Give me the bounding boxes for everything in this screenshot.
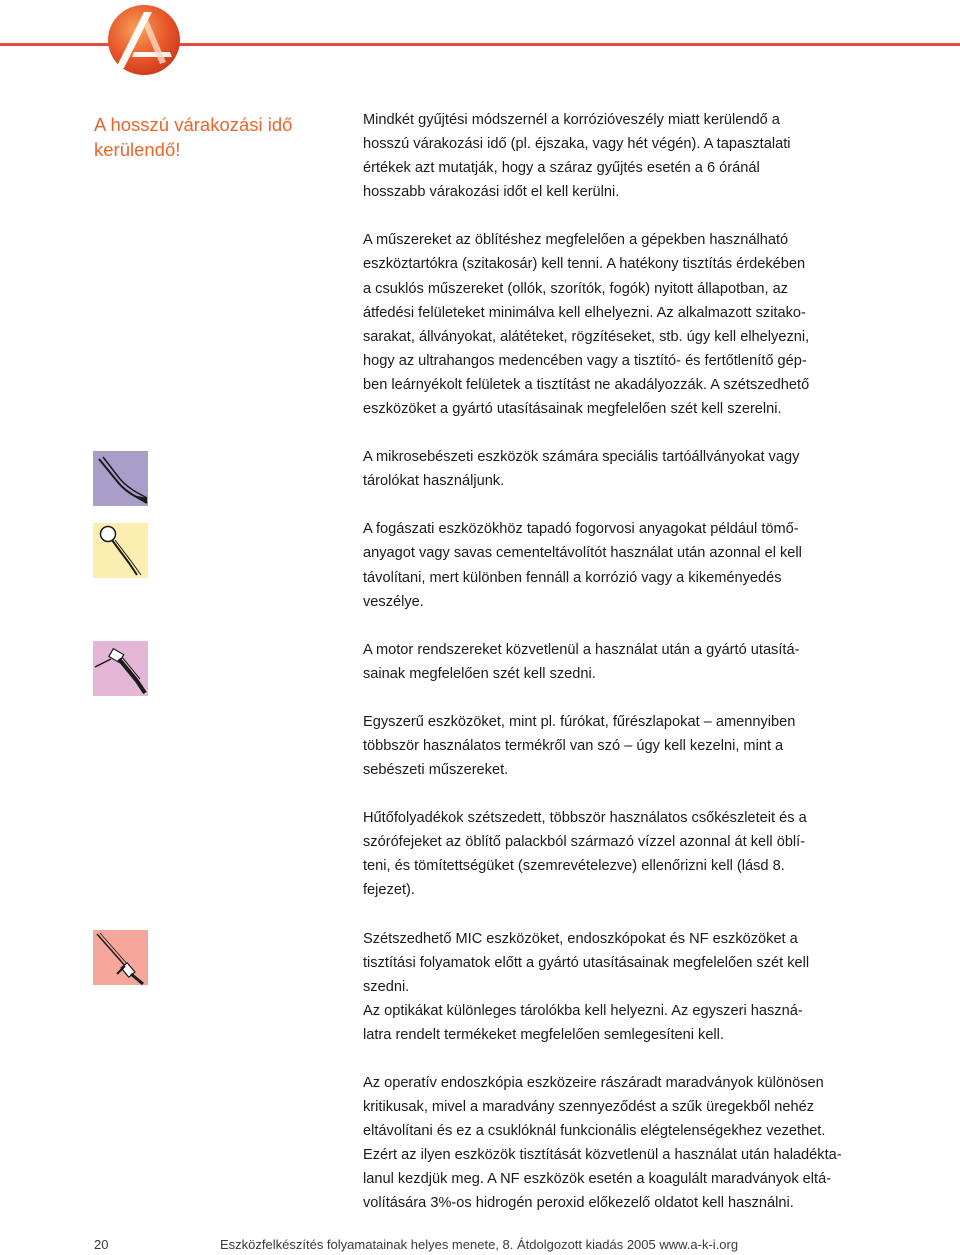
endoscope-icon [93, 930, 148, 985]
paragraph: Egyszerű eszközöket, mint pl. fúrókat, fűrészlapokat – amennyiben többször használatos termékről van szó – úgy kell kezelni, mint a sebészeti műszereket. [363, 713, 796, 779]
paragraph: A fogászati eszközökhöz tapadó fogorvosi anyagokat például tömő- anyagot vagy savas cementeltávolítót használat után azonnal el kell távolítani, mert különben fennáll a korrózió vagy a kikeményedés veszélye. [363, 521, 802, 610]
body-text [363, 108, 863, 1240]
paragraph: Az operatív endoszkópia eszközeire rászáradt maradványok különösen kritikusak, mivel a maradvány szennyeződést a szűk üregekből nehéz eltávolítani és ez a csuklóknál funkcionális elégtelenségekhez vezethet. Ezért az ilyen eszközök tisztítását közvetlenül a használat után haladékta- lanul kezdjük meg. A NF eszközök esetén a koagulált maradványok eltá- volítására 3%-os hidrogén peroxid előkezelő oldatot kell használni. [363, 1075, 842, 1212]
paragraph: Hűtőfolyadékok szétszedett, többször használatos csőkészleteit és a szórófejeket az öblítő palackból származó vízzel azonnal át kell öblí- teni, és tömítettségüket (szemrevételezve) ellenőrizni kell (lásd 8. fejezet). [363, 810, 807, 899]
dental-mirror-icon [93, 523, 148, 578]
paragraph: A műszereket az öblítéshez megfelelően a gépekben használható eszköztartókra (szitakosár) kell tenni. A hatékony tisztítás érdekében a csuklós műszereket (ollók, szorítók, fogók) nyitott állapotban, az átfedési felületeket minimálva kell elhelyezni. Az alkalmazott szitako- sarakat, állványokat, alátéteket, rögzítéseket, stb. úgy kell elhelyezni, hogy az ultrahangos medencében vagy a tisztító- és fertőtlenítő gép- ben leárnyékolt felületek a tisztítást ne akadályozzák. A szétszedhető eszközöket a gyártó utasításainak megfelelően szét kell szerelni. [363, 232, 810, 418]
section-heading: A hosszú várakozási idő kerülendő! [94, 114, 293, 160]
footer-text: Eszközfelkészítés folyamatainak helyes menete, 8. Átdolgozott kiadás 2005 www.a-k-i.org [220, 1237, 739, 1252]
page-number: 20 [94, 1237, 109, 1252]
paragraph: Szétszedhető MIC eszközöket, endoszkópokat és NF eszközöket a tisztítási folyamatok előtt a gyártó utasításainak megfelelően szét kell szedni. Az optikákat különleges tárolókba kell helyezni. Az egyszeri haszná- latra rendelt termékeket megfelelően semlegesíteni kell. [363, 930, 810, 1043]
triangle-logo-icon [104, 2, 182, 76]
paragraph: Mindkét gyűjtési módszernél a korrózióveszély miatt kerülendő a hosszú várakozási idő (pl. éjszaka, vagy hét végén). A tapasztalati értékek azt mutatják, hogy a száraz gyűjtés esetén a 6 óránál hosszabb várakozási időt el kell kerülni. [363, 112, 791, 201]
microsurgical-instrument-icon [93, 451, 148, 506]
motor-handpiece-icon [93, 641, 148, 696]
paragraph: A motor rendszereket közvetlenül a használat után a gyártó utasítá- sainak megfelelően szét kell szedni. [363, 641, 800, 682]
paragraph: A mikrosebészeti eszközök számára speciális tartóállványokat vagy tárolókat használjunk. [363, 449, 800, 490]
